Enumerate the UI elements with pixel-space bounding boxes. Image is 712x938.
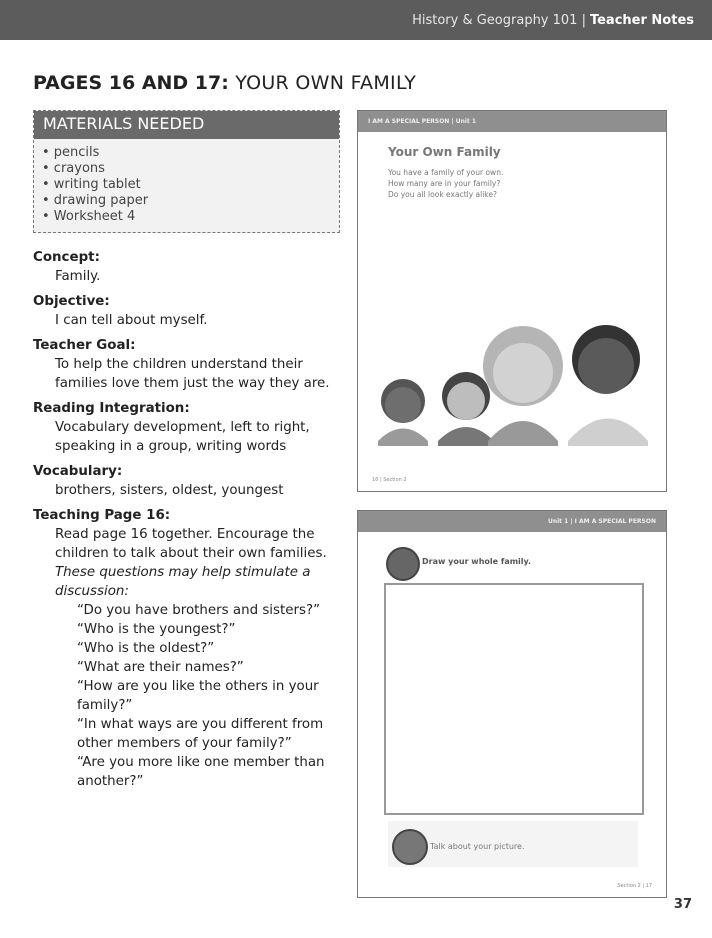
page17-footer: Section 2 | 17 <box>617 883 652 889</box>
question: “Are you more like one member than another?” <box>77 755 325 789</box>
page17-band: Unit 1 | I AM A SPECIAL PERSON <box>358 511 666 532</box>
mascot-icon <box>386 547 420 581</box>
teaching-note: These questions may help stimulate a discussion: <box>55 565 311 599</box>
question: “How are you like the others in your family?” <box>77 679 319 713</box>
teaching-heading: Teaching Page 16: <box>33 508 171 523</box>
title-pages: PAGES 16 AND 17: <box>33 72 229 94</box>
materials-box <box>33 110 340 233</box>
page-title <box>33 72 416 94</box>
material-item: • Worksheet 4 <box>42 209 136 224</box>
concept-text: Family. <box>55 269 101 284</box>
page17-instruction: Draw your whole family. <box>422 557 532 566</box>
material-item: • pencils <box>42 145 100 160</box>
question: “Who is the oldest?” <box>77 641 215 656</box>
drawing-area <box>384 583 644 815</box>
question: “What are their names?” <box>77 660 244 675</box>
material-item: • writing tablet <box>42 177 141 192</box>
section-name: Teacher Notes <box>589 12 694 28</box>
materials-heading: MATERIALS NEEDED <box>34 111 339 139</box>
objective-text: I can tell about myself. <box>55 313 208 328</box>
page16-footer: 16 | Section 2 <box>372 477 407 483</box>
title-topic: YOUR OWN FAMILY <box>228 72 417 94</box>
vocab-heading: Vocabulary: <box>33 464 123 479</box>
teaching-text: Read page 16 together. Encourage the children to talk about their own families. <box>55 527 327 561</box>
page16-line: How many are in your family? <box>388 179 501 188</box>
student-page-17 <box>357 510 667 898</box>
goal-text: To help the children understand their families love them just the way they are. <box>55 357 330 391</box>
objective-heading: Objective: <box>33 294 110 309</box>
question: “Do you have brothers and sisters?” <box>77 603 321 618</box>
page16-line: Do you all look exactly alike? <box>388 190 497 199</box>
material-item: • drawing paper <box>42 193 149 208</box>
page16-band: I AM A SPECIAL PERSON | Unit 1 <box>358 111 666 132</box>
page17-talk: Talk about your picture. <box>430 842 525 851</box>
vocab-text: brothers, sisters, oldest, youngest <box>55 483 284 498</box>
question: “In what ways are you different from other members of your family?” <box>77 717 324 751</box>
reading-heading: Reading Integration: <box>33 401 190 416</box>
reading-text: Vocabulary development, left to right, speaking in a group, writing words <box>55 420 310 454</box>
family-illustration <box>358 291 666 471</box>
material-item: • crayons <box>42 161 105 176</box>
page16-line: You have a family of your own. <box>388 168 504 177</box>
goal-heading: Teacher Goal: <box>33 338 136 353</box>
talk-icon <box>392 829 428 865</box>
question: “Who is the youngest?” <box>77 622 236 637</box>
concept-heading: Concept: <box>33 250 100 265</box>
page-number: 37 <box>673 897 692 912</box>
course-name: History & Geography 101 | <box>412 12 586 28</box>
page16-title: Your Own Family <box>388 145 501 159</box>
student-page-16 <box>357 110 667 492</box>
running-header <box>0 0 712 40</box>
lesson-notes <box>33 242 333 791</box>
